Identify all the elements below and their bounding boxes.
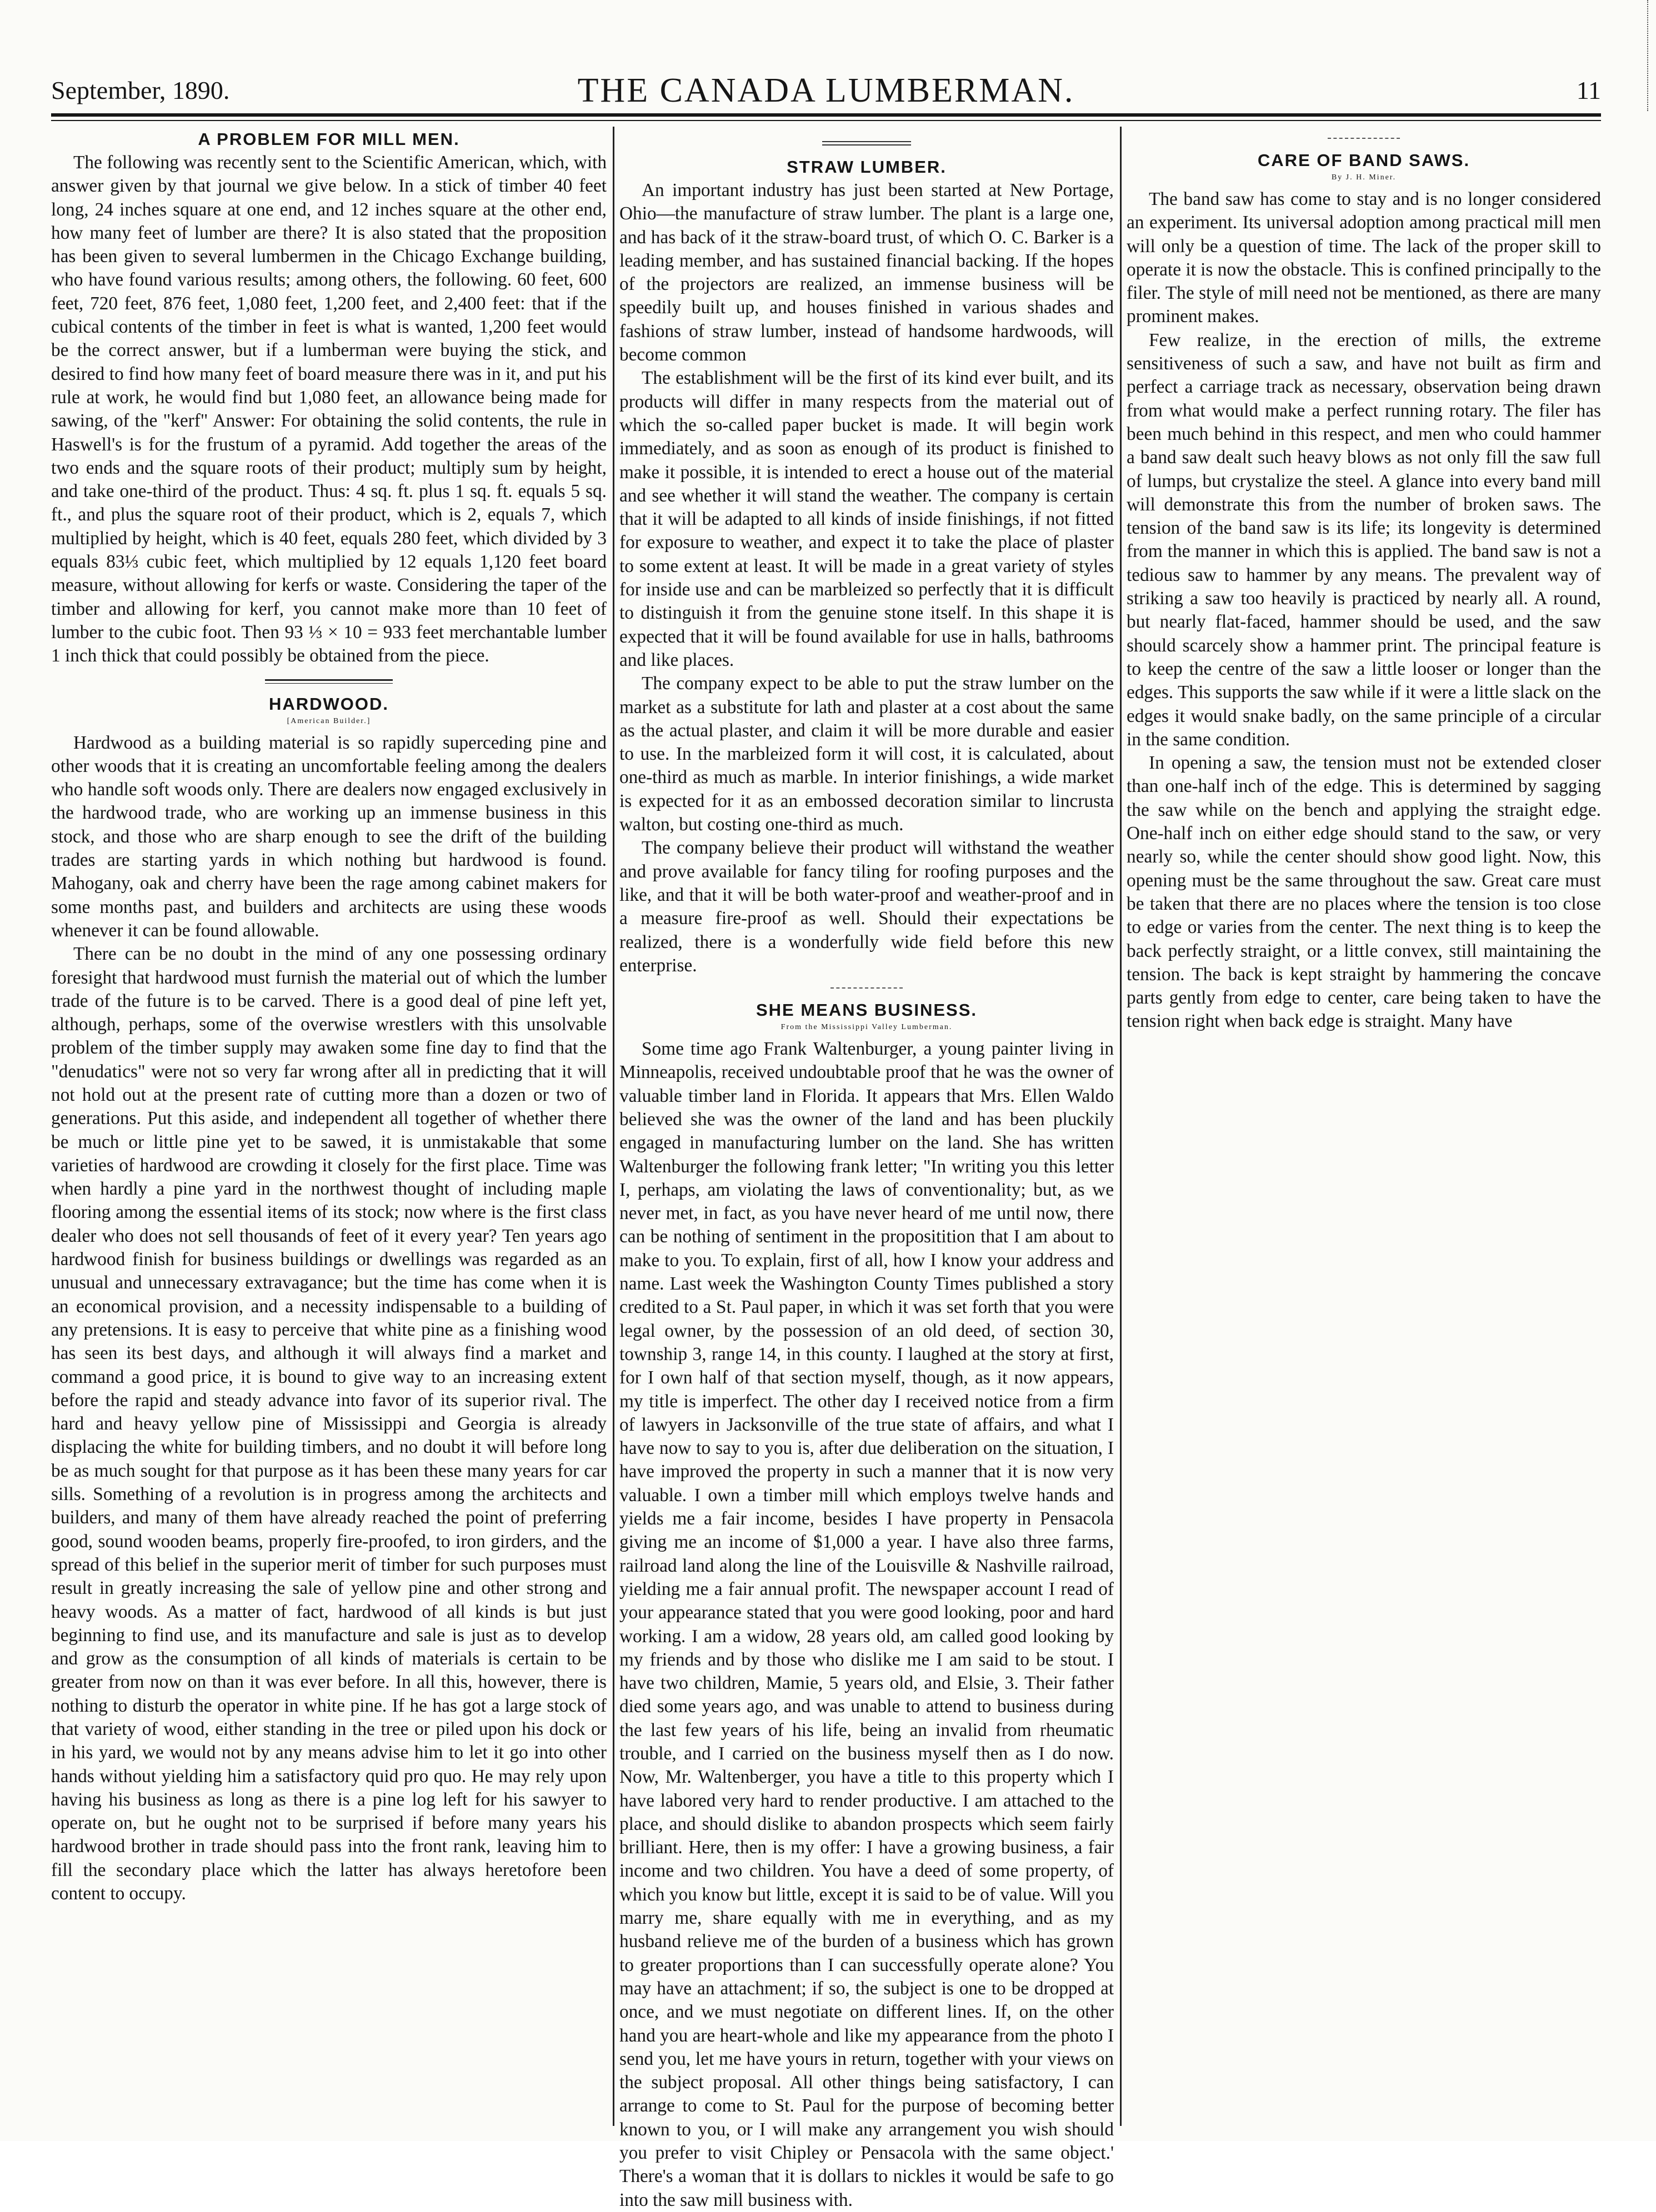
- article-heading: A PROBLEM FOR MILL MEN.: [198, 129, 460, 149]
- article-band-saws: [1127, 149, 1601, 1034]
- article-she-means-business: [619, 999, 1114, 2212]
- article-paragraph: The establishment will be the first of its kind ever built, and its products will differ in many respects from the material out of which the so-called paper bucket is made. It will begin work immediately, and as soon as enough of its product is finished to make it possible, it is intended to erect a house out of the material and see whether it will stand the weather. The company is certain that it will be adapted to all kinds of inside finishings, if not fitted for exposure to weather, and expect it to take the place of plaster to some extent at least. It will be made in a great variety of styles for inside use and can be marbleized so perfectly that it is difficult to distinguish it from the genuine stone itself. In this shape it is expected that it will be found available for use in halls, bathrooms and like places.: [619, 368, 1114, 670]
- article-paragraph: An important industry has just been started at New Portage, Ohio—the manufacture of straw lumber. The plant is a large one, and has back of it the straw-board trust, of which O. C. Barker is a leading member, and has sustained financial backing. If the hopes of the projectors are realized, an immense business will be speedily built up, and houses finished in various shades and fashions of straw lumber, instead of handsome hardwoods, will become common: [619, 180, 1114, 365]
- article-paragraph: The company expect to be able to put the straw lumber on the market as a substitute for lath and plaster at a cost about the same as the actual plaster, and claim it will be more durable and easier to use. In the marbleized form it will cost, it is calculated, about one-third as much as marble. In interior finishings, a wide market is expected for it as an embossed decoration similar to lincrusta walton, but costing one-third as much.: [619, 673, 1114, 835]
- article-paragraph: There can be no doubt in the mind of any one possessing ordinary foresight that hardwood must furnish the material out of which the lumber trade of the future is to be carved. There is a good deal of pine left yet, although, perhaps, some of the overwise wrestlers with this unsolvable problem of the timber supply may awaken some fine day to find that the "denudatics" were not so very far wrong after all in predicting that it will not hold out at the present rate of cutting more than a dozen or two of generations. Put this aside, and independent all together of whether there be much or little pine yet to be sawed, it is unmistakable that some varieties of hardwood are crowding it closely for the first place. Time was when hardly a pine yard in the northwest thought of including maple flooring among the essential items of its stock; now where is the first class dealer who does not sell thousands of feet of it every year? Ten years ago hardwood finish for business buildings or dwellings was regarded as an unusual and unnecessary extravagance; but the time has come when it is an economical provision, and a necessity indispensable to a building of any pretensions. It is easy to perceive that white pine as a finishing wood has seen its best days, and although it will always find a market and command a good price, it is bound to give way to an increasing extent before the rapid and steady advance into favor of its superior rival. The hard and heavy yellow pine of Mississippi and Georgia is already displacing the white for building timbers, and no doubt it will before long be as much sought for that purpose as it has been these many years for car sills. Something of a revolution is in progress among the architects and builders, and many of them have already reached the point of preferring good, sound wooden beams, properly fire-proofed, to iron girders, and the spread of this belief in the superior merit of timber for such purposes must result in greatly increasing the sale of yellow pine and other strong and heavy woods. As a matter of fact, hardwood of all kinds is but just beginning to find use, and its manufacture and sale is just as to develop and grow as the consumption of all kinds of materials is certain to be greater from now on than it was ever before. In all this, however, there is nothing to disturb the operator in white pine. If he has got a large stock of that variety of wood, either standing in the tree or piled upon his dock or in his yard, we would not by any means advise him to let it go into other hands without yielding him a satisfactory quid pro quo. He may rely upon having his business as long as there is a pine log left for his sawyer to operate on, but he ought not to be surprised if before many years his hardwood brother in trade should pass into the front rank, leaving him to fill the secondary place which the latter has always heretofore been content to occupy.: [51, 944, 607, 1904]
- article-hardwood: [51, 693, 607, 1906]
- page-number: 11: [1576, 76, 1601, 104]
- article-paragraph: Few realize, in the erection of mills, the extreme sensitiveness of such a saw, and have not built as firm and perfect a carriage track as necessary, observation being drawn from what would make a perfect running rotary. The filer has been much behind in this respect, and men who could hammer a band saw dealt such heavy blows as not only fill the saw full of lumps, but crystalize the steel. A glance into every band mill will demonstrate this from the number of broken saws. The tension of the band saw is its life; its longevity is determined from the manner in which this is applied. The band saw is not a tedious saw to hammer by any means. The prevalent way of striking a saw too heavily is practiced by nearly all. A round, but nearly flat-faced, hammer should be used, and the saw should scarcely show a hammer print. The principal feature is to keep the centre of the saw a little looser or longer than the edges. This supports the saw while if it were a little slack on the edges it would snake badly, on the same principle of a circular in the same condition.: [1127, 329, 1601, 750]
- column-1: [51, 128, 607, 2127]
- section-separator: [1328, 138, 1400, 139]
- newspaper-title: THE CANADA LUMBERMAN.: [577, 72, 1075, 109]
- article-byline: By J. H. Miner.: [1331, 173, 1397, 182]
- column-rule: [613, 127, 614, 2126]
- article-heading: CARE OF BAND SAWS.: [1257, 151, 1470, 170]
- issue-date: September, 1890.: [51, 76, 230, 104]
- article-heading: HARDWOOD.: [268, 694, 389, 714]
- article-paragraph: The company believe their product will withstand the weather and prove available for fancy tiling for roofing purposes and the like, and that it will be both water-proof and weather-proof and in a measure fire-proof as well. Should their expectations be realized, there is a wonderfully wide field before this new enterprise.: [619, 837, 1114, 976]
- page-edge-mark: [1647, 0, 1652, 111]
- column-3: [1127, 128, 1601, 2127]
- article-paragraph: The band saw has come to stay and is no longer considered an experiment. Its universal adoption among practical mill men will only be a question of time. The lack of the proper skill to operate it is now the obstacle. This is confined principally to the filer. The style of mill need not be mentioned, as there are many prominent makes.: [1127, 189, 1601, 327]
- article-straw-lumber: [619, 156, 1114, 977]
- article-paragraph: Hardwood as a building material is so rapidly superceding pine and other woods that it is creating an uncomfortable feeling among the dealers who handle soft woods only. There are dealers now engaged exclusively in the hardwood trade, who are working up an immense business in this stock, and those who are sharp enough to see the drift of the building trades are starting yards in which nothing but hardwood is found. Mahogany, oak and cherry have been the rage among cabinet makers for some months past, and builders and architects are using these woods whenever it can be found allowable.: [51, 732, 607, 941]
- article-paragraph: In opening a saw, the tension must not be extended closer than one-half inch of the edge. This is determined by sagging the saw while on the bench and applying the straight edge. One-half inch on either edge should stand to the saw, or very nearly so, while the center should show good light. Now, this opening must be the same throughout the saw. Great care must be taken that there are no places where the tension is too close to edge or varies from the center. The next thing is to keep the back perfectly straight, or a little convex, still maintaining the tension. The back is kept straight by hammering the concave parts gently from edge to center, care being taken to have the tension right when back edge is straight. Many have: [1127, 753, 1601, 1032]
- article-byline: [American Builder.]: [287, 716, 371, 725]
- article-paragraph: The following was recently sent to the Scientific American, which, with answer given by that journal we give below. In a stick of timber 40 feet long, 24 inches square at one end, and 12 inches square at the other end, how many feet of lumber are there? It is also stated that the proposition has been given to several lumbermen in the Chicago Exchange building, who have found various results; among others, the following. 60 feet, 600 feet, 720 feet, 876 feet, 1,080 feet, 1,200 feet, and 2,400 feet: that if the cubical contents of the timber in feet is what is wanted, 1,200 feet would be the correct answer, but if a lumberman were buying the stick, and desired to find how many feet of board measure there was in it, and put his rule at work, he would find but 1,080 feet, an allowance being made for sawing, of the "kerf" Answer: For obtaining the solid contents, the rule in Haswell's is for the frustum of a pyramid. Add together the areas of the two ends and the square roots of their product; multiply sum by height, and take one-third of the product. Thus: 4 sq. ft. plus 1 sq. ft. equals 5 sq. ft., and plus the square root of their product, which is 2, equals 7, which multiplied by height, which is 40 feet, equals 280 feet, which divided by 3 equals 83⅓ cubic feet, which multiplied by 12 equals 1,120 feet board measure, without allowing for kerfs or waste. Considering the taper of the timber and allowing for kerf, you cannot make more than 10 feet of lumber to the cubic foot. Then 93 ⅓ × 10 = 933 feet merchantable lumber 1 inch thick that could possibly be obtained from the piece.: [51, 152, 607, 666]
- column-rule: [1120, 127, 1122, 2126]
- article-problem: [51, 128, 607, 668]
- article-paragraph: Some time ago Frank Waltenburger, a young painter living in Minneapolis, received undoubtable proof that he was the owner of valuable timber land in Florida. It appears that Mrs. Ellen Waldo believed she was the owner of the land and has been pluckily engaged in manufacturing lumber on the land. She has written Waltenburger the following frank letter; "In writing you this letter I, perhaps, am violating the laws of conventionality; but, as we never met, in fact, as you have never heard of me until now, there can be nothing of sentiment in the propositition that I am about to make to you. To explain, first of all, how I know your address and name. Last week the Washington County Times published a story credited to a St. Paul paper, in which it was set forth that you were legal owner, by the possession of an old deed, of section 30, township 3, range 14, in this county. I laughed at the story at first, for I own half of that section myself, though, as it now appears, my title is imperfect. The other day I received notice from a firm of lawyers in Jacksonville of the true state of affairs, and what I have now to say to you is, after due deliberation on the situation, I have improved the property in such a manner that it is now very valuable. I own a timber mill which employs twelve hands and yields me a fair income, besides I have property in Pensacola giving me an income of $1,000 a year. I have also three farms, railroad land along the line of the Louisville & Nashville railroad, yielding me a fair annual profit. The newspaper account I read of your appearance stated that you were good looking, poor and hard working. I am a widow, 28 years old, am called good looking by my friends and by those who dislike me I am said to be stout. I have two children, Mamie, 5 years old, and Elsie, 3. Their father died some years ago, and was unable to attend to business during the last few years of his life, being an invalid from rheumatic trouble, and I carried on the business myself then as I do now. Now, Mr. Waltenberger, you have a title to this property which I have labored very hard to render productive. I am attached to the place, and should dislike to abandon prospects which seem fairly brilliant. Here, then is my offer: I have a growing business, a fair income and two children. You have a deed of some property, of which you know but little, except it is said to be of value. Will you marry me, share equally with me in everything, and as my husband relieve me of the burden of a business which has grown to greater proportions than I can successfully operate alone? You may have an attachment; if so, the subject is one to be dropped at once, and we must negotiate on different lines. If, on the other hand you are heart-whole and like my appearance from the photo I send you, let me have yours in return, together with your views on the subject proposal. All other things being satisfactory, I can arrange to come to St. Paul for the purpose of becoming better known to you, or I will make any arrangement you wish should you prefer to visit Chipley or Pensacola with the same object.' There's a woman that it is dollars to nickles it would be safe to go into the saw mill business with.: [619, 1039, 1114, 2210]
- section-separator: [822, 141, 911, 146]
- column-2: [619, 128, 1114, 2210]
- section-separator: [265, 679, 393, 684]
- section-separator: [830, 987, 903, 989]
- article-heading: SHE MEANS BUSINESS.: [756, 1000, 977, 1020]
- article-heading: STRAW LUMBER.: [787, 157, 947, 177]
- masthead-rule-thin: [51, 120, 1601, 121]
- masthead: [51, 71, 1601, 110]
- article-byline: From the Mississippi Valley Lumberman.: [781, 1023, 953, 1032]
- masthead-rule-thick: [51, 113, 1601, 117]
